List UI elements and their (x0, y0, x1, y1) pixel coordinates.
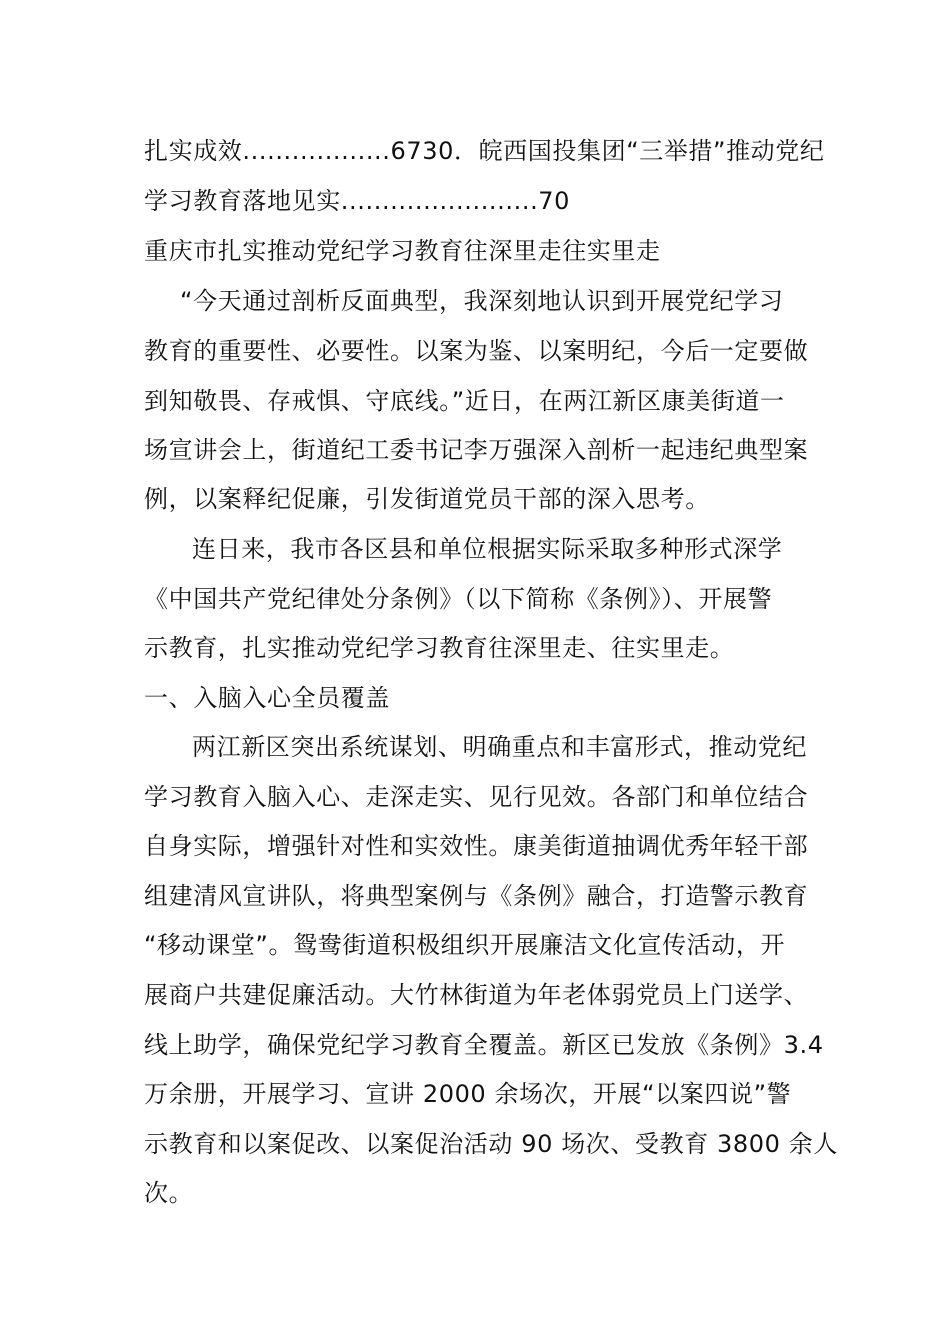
paragraph-line: 例，以案释纪促廉，引发街道党员干部的深入思考。 (144, 485, 710, 513)
toc-line: 学习教育落地见实........................70 (144, 187, 571, 215)
paragraph-line: 连日来，我市各区县和单位根据实际采取多种形式深学 (192, 535, 783, 563)
paragraph-line: 展商户共建促廉活动。大竹林街道为年老体弱党员上门送学、 (144, 981, 809, 1009)
section-heading: 一、入脑入心全员覆盖 (144, 684, 390, 712)
paragraph-line: 到知敬畏、存戒惧、守底线。”近日，在两江新区康美街道一 (144, 387, 785, 415)
paragraph-line: 示教育和以案促改、以案促治活动 90 场次、受教育 3800 余人 (144, 1130, 838, 1158)
paragraph-line: 学习教育入脑入心、走深走实、见行见效。各部门和单位结合 (144, 783, 809, 811)
paragraph-line: “移动课堂”。鸳鸯街道积极组织开展廉洁文化宣传活动，开 (144, 931, 786, 959)
paragraph-line: 场宣讲会上，街道纪工委书记李万强深入剖析一起违纪典型案 (144, 436, 809, 464)
paragraph-line: 组建清风宣讲队，将典型案例与《条例》融合，打造警示教育 (144, 882, 809, 910)
paragraph-line: 示教育，扎实推动党纪学习教育往深里走、往实里走。 (144, 634, 735, 662)
paragraph-line: 《中国共产党纪律处分条例》（以下简称《条例》）、开展警 (144, 585, 773, 613)
article-title: 重庆市扎实推动党纪学习教育往深里走往实里走 (144, 237, 661, 265)
paragraph-line: 自身实际，增强针对性和实效性。康美街道抽调优秀年轻干部 (144, 832, 809, 860)
paragraph-line: 教育的重要性、必要性。以案为鉴、以案明纪，今后一定要做 (144, 337, 809, 365)
paragraph-line: 线上助学，确保党纪学习教育全覆盖。新区已发放《条例》3.4 (144, 1031, 824, 1059)
paragraph-line: 万余册，开展学习、宣讲 2000 余场次，开展“以案四说”警 (144, 1080, 792, 1108)
paragraph-line: “今天通过剖析反面典型，我深刻地认识到开展党纪学习 (180, 287, 784, 315)
paragraph-line: 两江新区突出系统谋划、明确重点和丰富形式，推动党纪 (192, 733, 807, 761)
toc-line: 扎实成效..................6730．皖西国投集团“三举措”推动党纪 (144, 137, 825, 165)
paragraph-line: 次。 (144, 1179, 194, 1207)
